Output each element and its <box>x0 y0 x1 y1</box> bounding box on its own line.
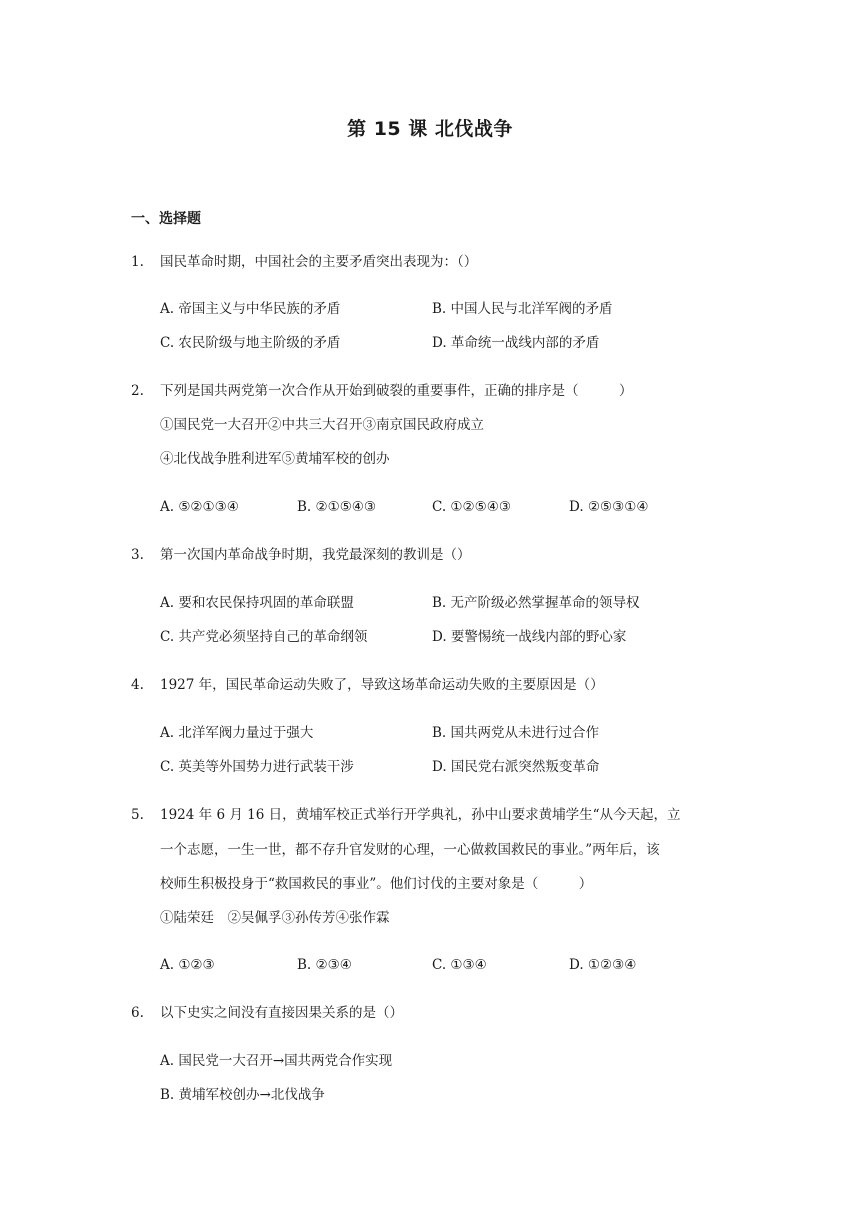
question-number: 1. <box>131 254 144 270</box>
question-item-line: ①国民党一大召开②中共三大召开③南京国民政府成立 <box>160 417 484 433</box>
question-item-line: ④北伐战争胜利进军⑤黄埔军校的创办 <box>160 451 390 467</box>
question-stem: 1924 年 6 月 16 日，黄埔军校正式举行开学典礼，孙中山要求黄埔学生“从今天起，立 <box>160 807 681 823</box>
option-c: C. ①③④ <box>432 957 487 973</box>
option-b: B. 无产阶级必然掌握革命的领导权 <box>432 595 640 611</box>
question-number: 3. <box>131 547 144 563</box>
option-d: D. 要警惕统一战线内部的野心家 <box>432 629 627 645</box>
question-number: 5. <box>131 807 144 823</box>
question-stem: 国民革命时期，中国社会的主要矛盾突出表现为：（） <box>160 254 478 270</box>
question-stem: 以下史实之间没有直接因果关系的是（） <box>160 1005 403 1021</box>
option-d: D. ①②③④ <box>569 957 637 973</box>
section-heading: 一、选择题 <box>131 211 201 227</box>
option-c: C. 农民阶级与地主阶级的矛盾 <box>160 335 341 351</box>
question-number: 4. <box>131 677 144 693</box>
page-title: 第 15 课 北伐战争 <box>347 118 513 140</box>
option-a: A. 要和农民保持巩固的革命联盟 <box>160 595 354 611</box>
option-b: B. ②③④ <box>297 957 352 973</box>
option-d: D. 国民党右派突然叛变革命 <box>432 759 600 775</box>
option-b: B. 黄埔军校创办→北伐战争 <box>160 1087 325 1103</box>
option-c: C. ①②⑤④③ <box>432 499 511 515</box>
option-b: B. ②①⑤④③ <box>297 499 377 515</box>
option-a: A. 北洋军阀力量过于强大 <box>160 725 314 741</box>
question-number: 6. <box>131 1005 144 1021</box>
question-number: 2. <box>131 383 144 399</box>
question-stem: 第一次国内革命战争时期，我党最深刻的教训是（） <box>160 547 471 563</box>
question-item-line: ①陆荣廷 ②吴佩孚③孙传芳④张作霖 <box>160 910 390 926</box>
question-stem-line: 一个志愿，一生一世，都不存升官发财的心理，一心做救国救民的事业。”两年后，该 <box>160 842 660 858</box>
option-b: B. 国共两党从未进行过合作 <box>432 725 600 741</box>
option-a: A. ①②③ <box>160 957 215 973</box>
option-a: A. ⑤②①③④ <box>160 499 239 515</box>
question-stem: 1927 年，国民革命运动失败了，导致这场革命运动失败的主要原因是（） <box>160 677 604 693</box>
option-a: A. 国民党一大召开→国共两党合作实现 <box>160 1053 393 1069</box>
question-stem: 下列是国共两党第一次合作从开始到破裂的重要事件，正确的排序是（ ） <box>160 383 633 399</box>
question-stem-line: 校师生积极投身于“救国救民的事业”。他们讨伐的主要对象是（ ） <box>160 876 593 892</box>
option-d: D. ②⑤③①④ <box>569 499 649 515</box>
option-c: C. 共产党必须坚持自己的革命纲领 <box>160 629 368 645</box>
option-c: C. 英美等外国势力进行武装干涉 <box>160 759 354 775</box>
option-b: B. 中国人民与北洋军阀的矛盾 <box>432 301 613 317</box>
option-a: A. 帝国主义与中华民族的矛盾 <box>160 301 341 317</box>
option-d: D. 革命统一战线内部的矛盾 <box>432 335 600 351</box>
